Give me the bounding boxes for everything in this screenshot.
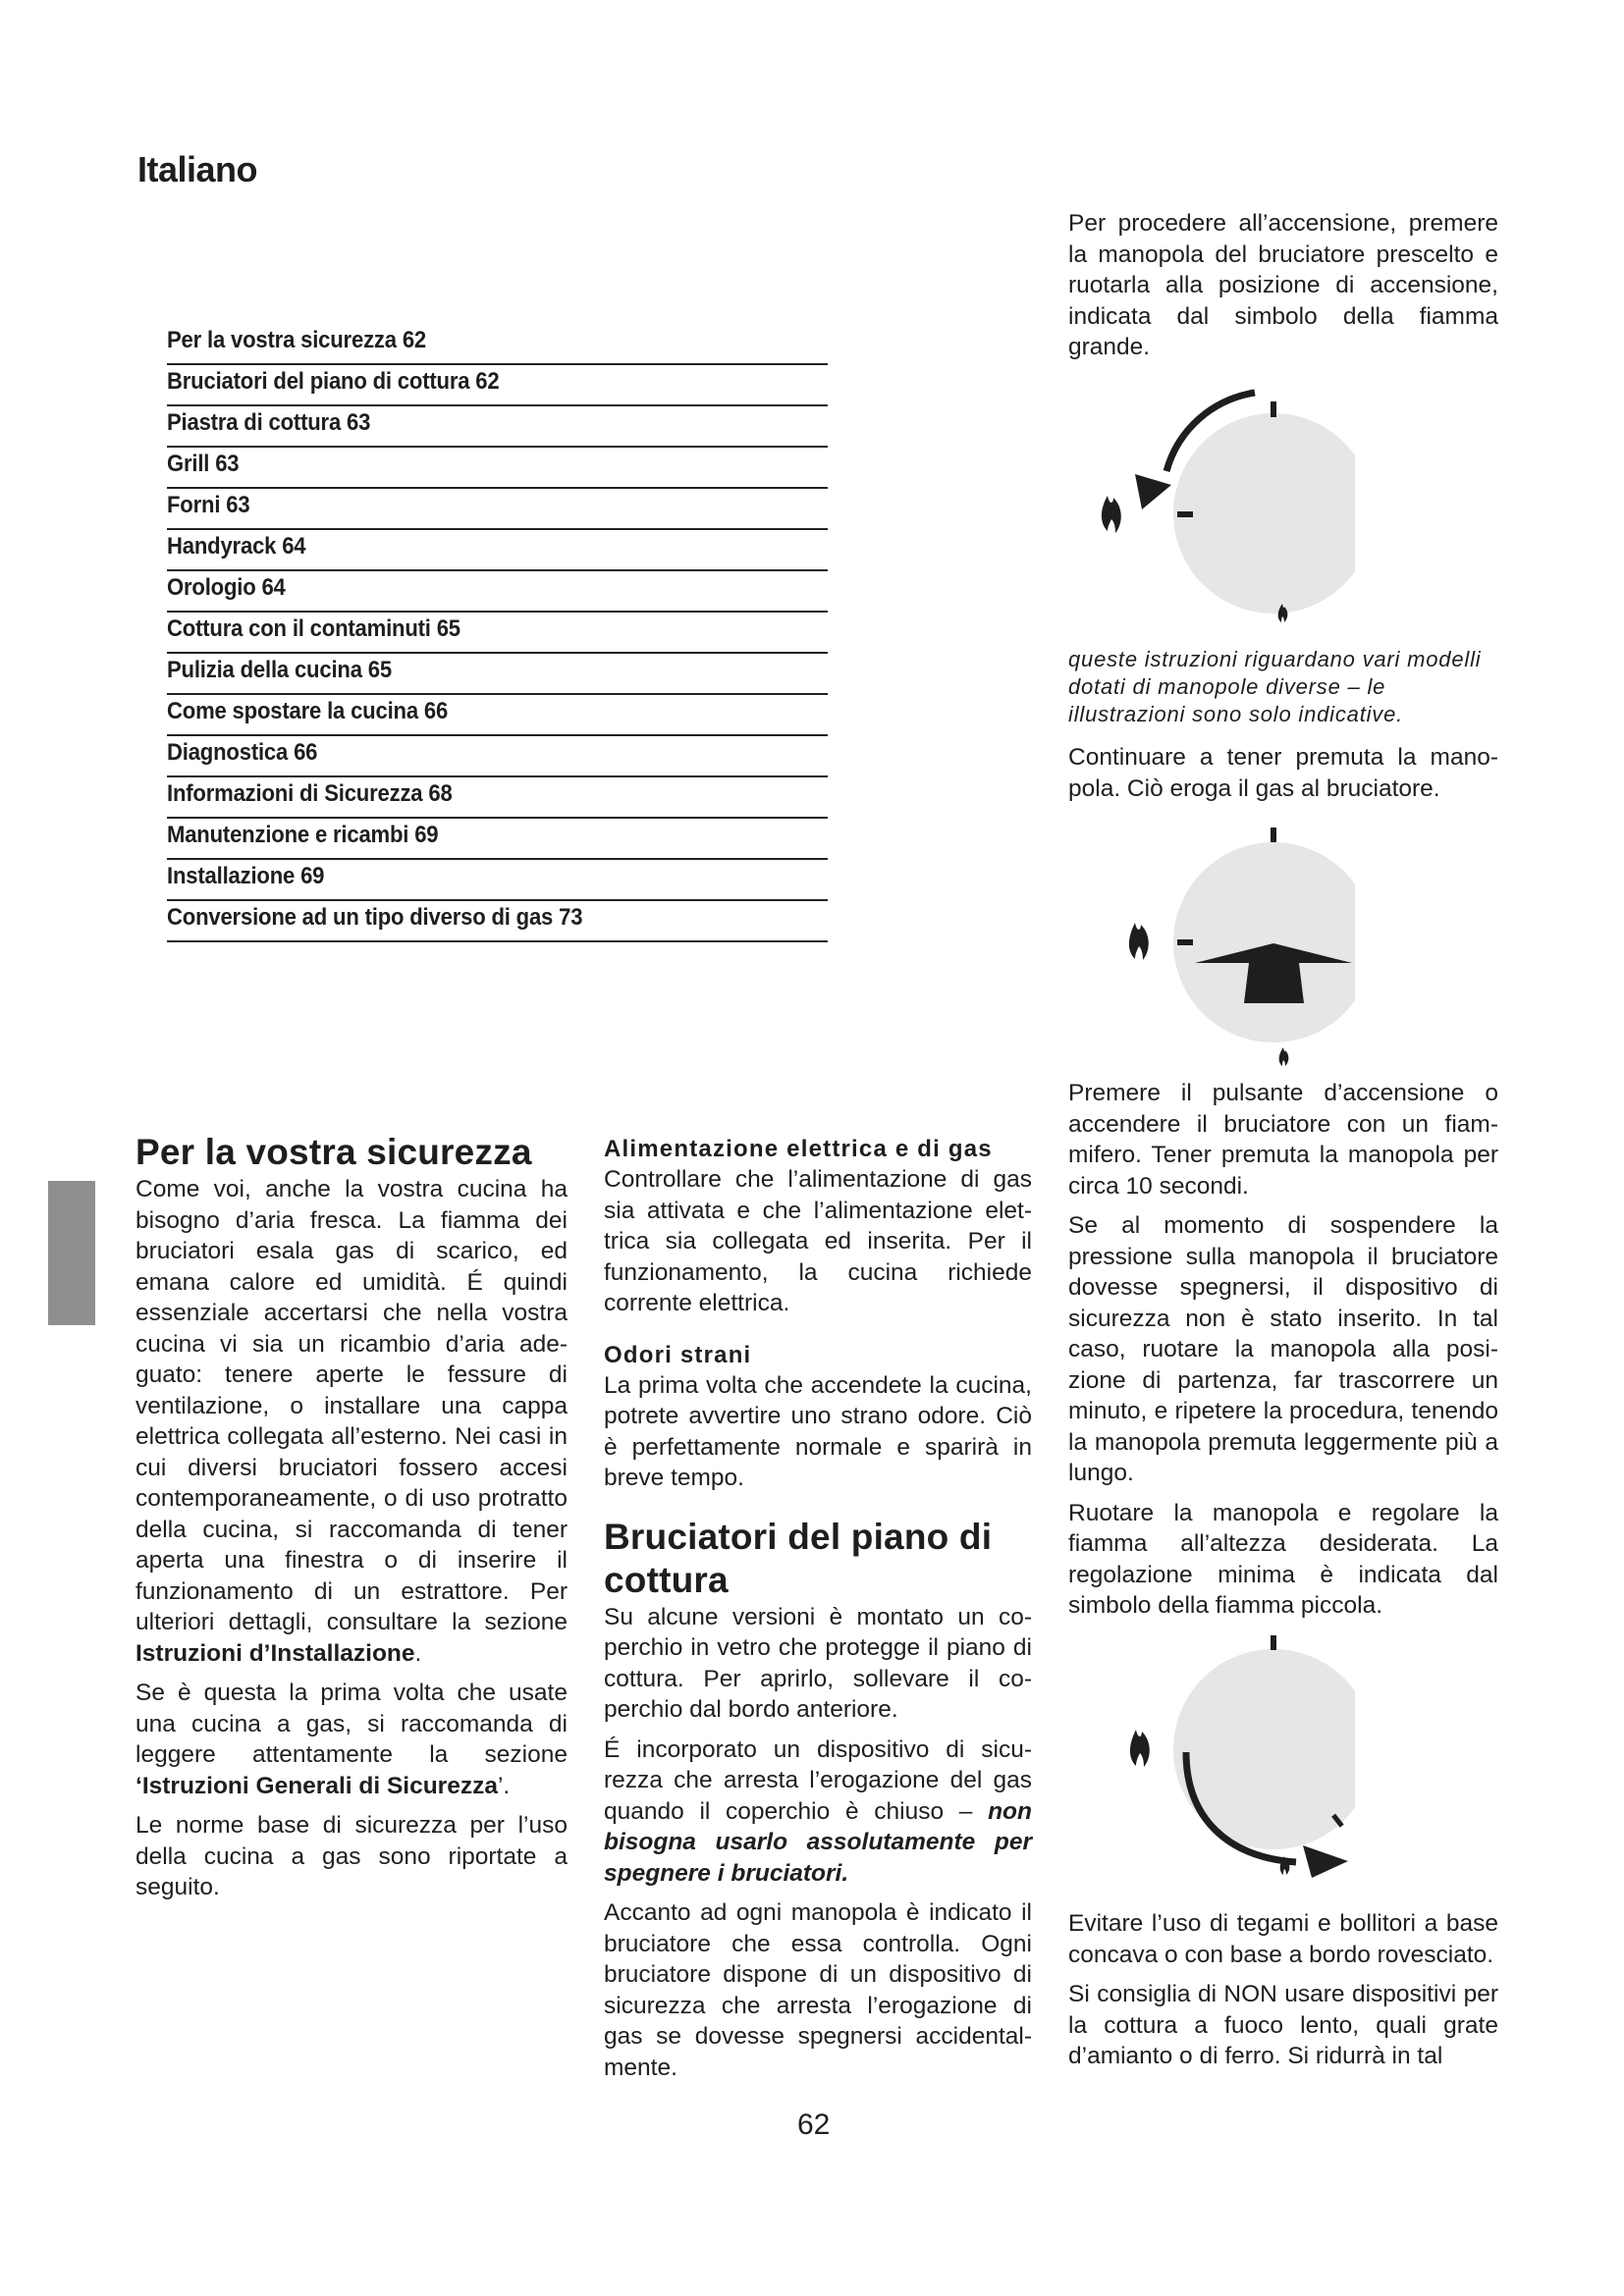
knob-diagram: [1100, 1631, 1355, 1906]
paragraph: Ruotare la manopola e regolare la fiamma all’altezza desiderata. La regolazione minima è indicata dal simbolo della fiamma piccola.: [1068, 1499, 1498, 1619]
section-heading-safety: Per la vostra sicurezza: [135, 1132, 532, 1172]
large-flame-icon: [1130, 1730, 1150, 1767]
section-tab-marker: [48, 1181, 95, 1325]
paragraph-text: ’.: [497, 1772, 511, 1799]
toc-item[interactable]: [167, 860, 828, 901]
toc-item[interactable]: [167, 406, 828, 448]
toc-item[interactable]: [167, 324, 828, 365]
subheading-power-supply: Alimentazione elettrica e di gas: [604, 1136, 993, 1162]
tick-mark-icon: [1271, 1635, 1276, 1650]
paragraph: [135, 1678, 568, 1801]
small-flame-icon: [1279, 1047, 1289, 1066]
right-column-ignition-text: [1068, 1078, 1498, 1630]
toc-item[interactable]: [167, 819, 828, 860]
knob-dial-icon: [1173, 842, 1355, 1042]
paragraph: Per procedere all’accensione, premere la manopola del bruciatore prescelto e ruotarla alla posizione di accensione, indicata dal simbolo della fiamma grande.: [1068, 210, 1498, 360]
toc-item[interactable]: [167, 448, 828, 489]
toc-item-label: Informazioni di Sicurezza 68: [167, 780, 453, 807]
toc-item-label: Per la vostra sicurezza 62: [167, 327, 427, 353]
paragraph-text: Come voi, anche la vostra cucina ha bisogno d’aria fresca. La fiamma dei bruciatori esala gas di scarico, ed emana calore ed umidità. É quindi essenziale accertarsi che nella vostra cucina vi sia un ricambio d’aria adeguato: tenere aperte le fessure di ventilazione, o installare una cappa elettrica collegata all’esterno. Nei casi in cui diversi bruciatori fossero accesi contemporaneamente, o di uso protratto della cucina, si raccomanda di tener aperta una finestra o di inserire il funzionamento di un estrattore. Per ulteriori dettagli, consultare la sezione: [135, 1176, 568, 1635]
toc-item-label: Orologio 64: [167, 574, 286, 601]
toc-item[interactable]: [167, 901, 828, 942]
arrow-head-icon: [1135, 474, 1171, 509]
large-flame-icon: [1102, 496, 1121, 533]
toc-item-label: Handyrack 64: [167, 533, 306, 560]
paragraph: Si consiglia di NON usare dispositivi per la cottura a fuoco lento, quali grate d’amianto o di ferro. Si ridurrà in tal: [1068, 1981, 1498, 2069]
table-of-contents: [167, 324, 828, 942]
toc-item[interactable]: [167, 777, 828, 819]
paragraph: Controllare che l’alimentazione di gas sia attivata e che l’alimentazione elettrica sia collegata ed inserita. Per il funzionamento, la cucina richiede corrente elettrica.: [604, 1166, 1032, 1316]
paragraph-text: É incorporato un dispositivo di sicurezza che arresta l’erogazione del gas quando il coperchio è chiuso –: [604, 1735, 1032, 1825]
paragraph: Su alcune versioni è montato un coperchio in vetro che protegge il piano di cottura. Per aprirlo, sollevare il coperchio dal bordo anteriore.: [604, 1603, 1032, 1723]
toc-item-label: Piastra di cottura 63: [167, 409, 371, 436]
knob-diagram: [1100, 378, 1355, 633]
toc-item-label: Grill 63: [167, 451, 240, 477]
paragraph: [604, 1735, 1032, 1890]
tick-mark-icon: [1271, 828, 1276, 842]
knob-press-down-illustration: [1100, 825, 1355, 1080]
large-flame-icon: [1129, 923, 1149, 960]
toc-item[interactable]: [167, 654, 828, 695]
toc-item-label: Bruciatori del piano di cottura 62: [167, 368, 500, 395]
toc-item[interactable]: [167, 530, 828, 571]
toc-item[interactable]: [167, 365, 828, 406]
right-column-intro: [1068, 208, 1498, 372]
emphasis-text: Istruzioni d’Installazione: [135, 1639, 415, 1667]
middle-column: [604, 1135, 1032, 2092]
paragraph: [135, 1174, 568, 1669]
section-heading-hob-burners: Bruciatori del piano di cottura: [604, 1516, 993, 1600]
knob-dial-icon: [1173, 1649, 1355, 1849]
arrow-head-icon: [1303, 1845, 1348, 1878]
knob-diagram: [1100, 825, 1355, 1080]
paragraph: Continuare a tener premuta la manopola. Ciò eroga il gas al bruciatore.: [1068, 744, 1498, 802]
page-number: 62: [797, 2109, 831, 2141]
ignition-position-mark-icon: [1177, 511, 1193, 517]
paragraph-text: Se è questa la prima volta che usate una cucina a gas, si raccomanda di leggere attentamente la sezione: [135, 1680, 568, 1768]
toc-item[interactable]: [167, 489, 828, 530]
toc-item-label: Come spostare la cucina 66: [167, 698, 449, 724]
knob-dial-icon: [1173, 413, 1355, 614]
toc-item[interactable]: [167, 613, 828, 654]
warning-text: non bisogna usarlo assolutamente per spegnere i bruciatori.: [604, 1797, 1032, 1887]
toc-item-label: Conversione ad un tipo diverso di gas 73: [167, 904, 583, 931]
subheading-strange-odours: Odori strani: [604, 1341, 752, 1368]
language-title: Italiano: [137, 149, 258, 189]
toc-item-label: Manutenzione e ricambi 69: [167, 822, 439, 848]
toc-item-label: Pulizia della cucina 65: [167, 657, 392, 683]
emphasis-text: Istruzioni Generali di Sicurezza: [141, 1772, 498, 1799]
left-column: [135, 1131, 568, 1912]
knob-rotate-to-minimum-illustration: [1100, 1631, 1355, 1887]
illustration-caption: queste istruzioni riguardano vari modelli dotati di manopole diverse – le illustrazioni sono solo indicative.: [1068, 647, 1482, 726]
paragraph: Se al momento di sospendere la pressione sulla manopola il bruciatore dovesse spegnersi, il dispositivo di sicurezza non è stato inserito. In tal caso, ruotare la manopola alla posizione di partenza, far trascorrere un minuto, e ripetere la procedura, tenendo la manopola premuta leggermente più a lungo.: [1068, 1212, 1498, 1486]
ignition-position-mark-icon: [1177, 939, 1193, 945]
paragraph-text: .: [414, 1639, 422, 1667]
paragraph: Evitare l’uso di tegami e bollitori a base concava o con base a bordo rovesciato.: [1068, 1910, 1498, 1968]
knob-rotate-to-ignition-illustration: [1100, 378, 1355, 633]
right-column-caption-block: [1068, 646, 1498, 813]
toc-item[interactable]: [167, 736, 828, 777]
toc-item[interactable]: [167, 695, 828, 736]
right-column-cookware-text: [1068, 1908, 1498, 2081]
tick-mark-icon: [1271, 401, 1276, 417]
toc-item-label: Diagnostica 66: [167, 739, 318, 766]
toc-item[interactable]: [167, 571, 828, 613]
paragraph: Premere il pulsante d’accensione o accendere il bruciatore con un fiammifero. Tener premuta la manopola per circa 10 secondi.: [1068, 1080, 1498, 1200]
toc-item-label: Installazione 69: [167, 863, 325, 889]
paragraph: La prima volta che accendete la cucina, potrete avvertire uno strano odore. Ciò è perfettamente normale e sparirà in breve tempo.: [604, 1371, 1032, 1491]
paragraph: Accanto ad ogni manopola è indicato il bruciatore che essa controlla. Ogni bruciatore dispone di un dispositivo di sicurezza che arresta l’erogazione di gas se dovesse spegnersi accidentalmente.: [604, 1899, 1032, 2081]
quote-mark: ‘: [135, 1772, 142, 1799]
toc-item-label: Cottura con il contaminuti 65: [167, 615, 460, 642]
paragraph: Le norme base di sicurezza per l’uso della cucina a gas sono riportate a seguito.: [135, 1812, 568, 1900]
toc-item-label: Forni 63: [167, 492, 250, 518]
